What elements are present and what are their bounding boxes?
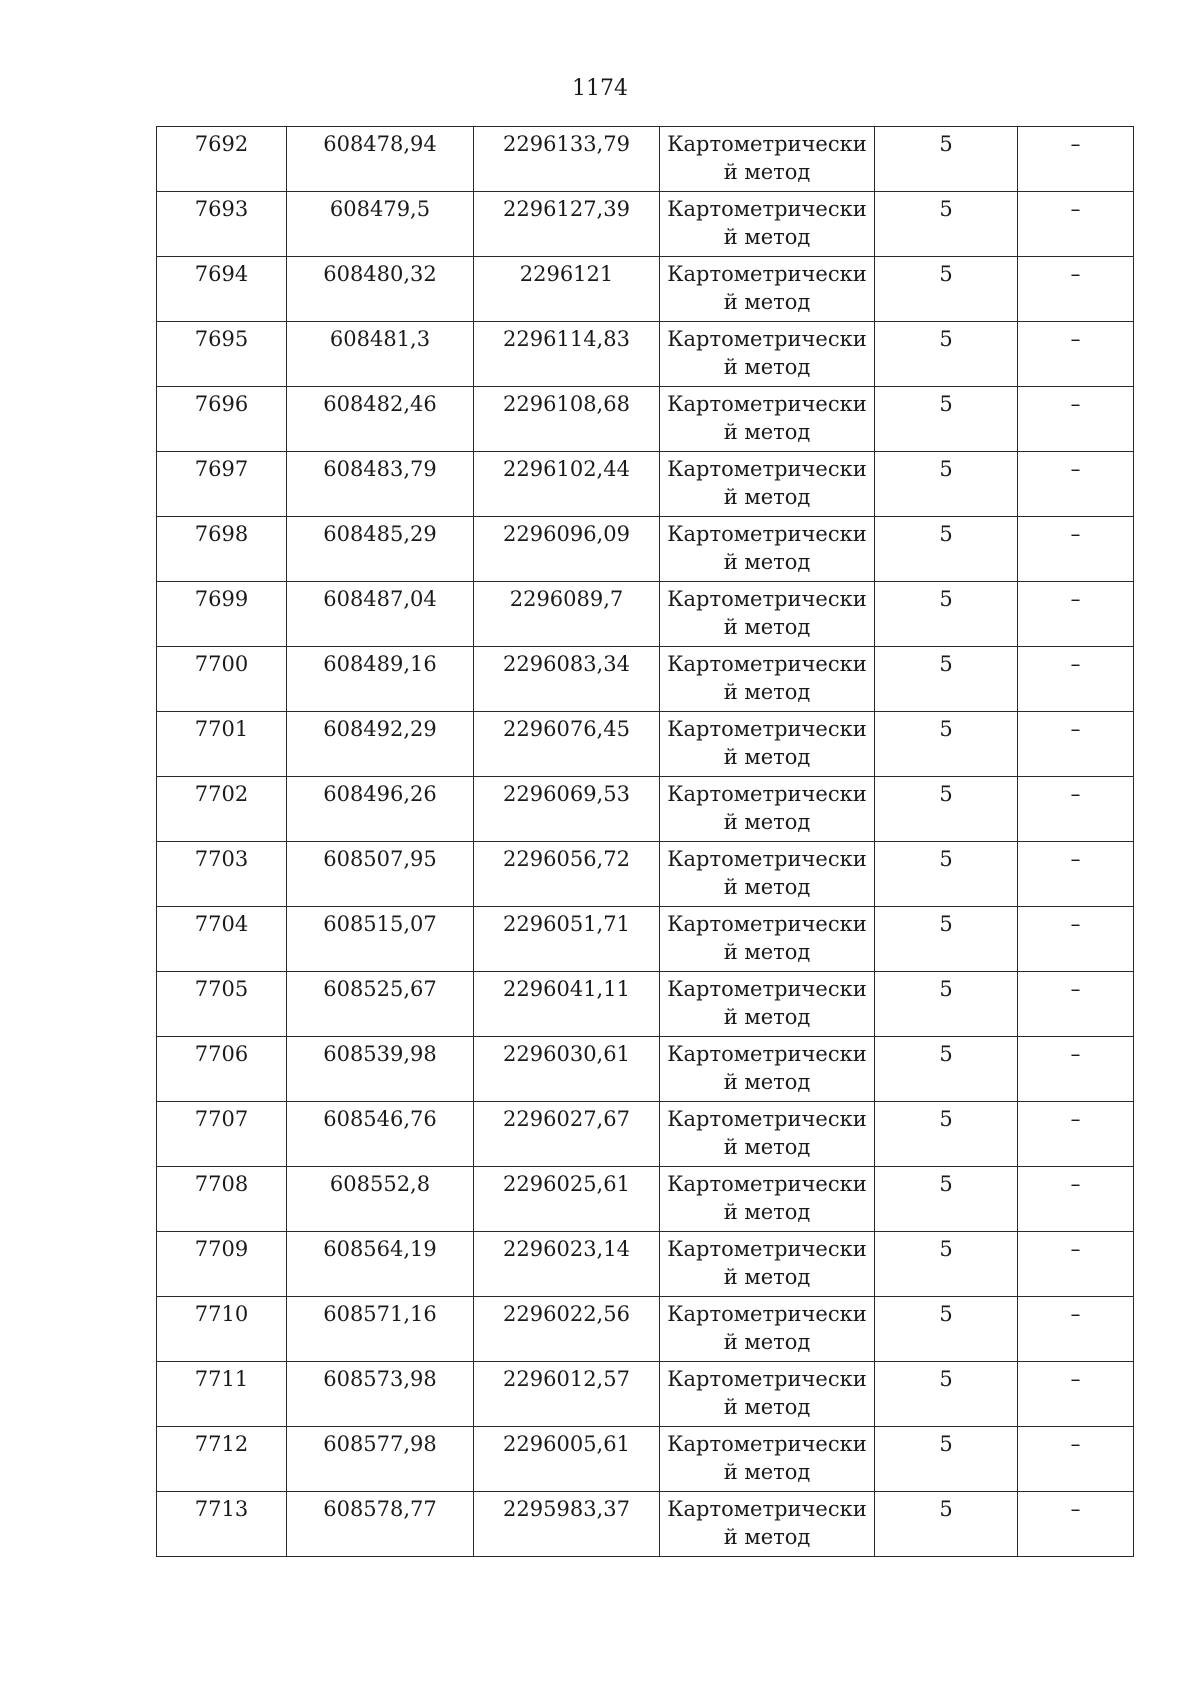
point-number-cell: 7703 [157, 842, 287, 907]
table-row [157, 1167, 1134, 1232]
table-row [157, 1427, 1134, 1492]
accuracy-cell: 5 [875, 127, 1018, 192]
x-coordinate-cell: 608571,16 [287, 1297, 474, 1362]
point-number-cell: 7708 [157, 1167, 287, 1232]
y-coordinate-cell: 2296041,11 [474, 972, 660, 1037]
note-cell: – [1018, 647, 1134, 712]
point-number-cell: 7698 [157, 517, 287, 582]
x-coordinate-cell: 608489,16 [287, 647, 474, 712]
accuracy-cell: 5 [875, 257, 1018, 322]
y-coordinate-cell: 2296076,45 [474, 712, 660, 777]
method-cell: Картометрически й метод [660, 972, 875, 1037]
y-coordinate-cell: 2296089,7 [474, 582, 660, 647]
point-number-cell: 7707 [157, 1102, 287, 1167]
y-coordinate-cell: 2296127,39 [474, 192, 660, 257]
method-cell: Картометрически й метод [660, 517, 875, 582]
x-coordinate-cell: 608496,26 [287, 777, 474, 842]
method-cell: Картометрически й метод [660, 647, 875, 712]
method-cell: Картометрически й метод [660, 712, 875, 777]
x-coordinate-cell: 608480,32 [287, 257, 474, 322]
y-coordinate-cell: 2296096,09 [474, 517, 660, 582]
point-number-cell: 7692 [157, 127, 287, 192]
y-coordinate-cell: 2296012,57 [474, 1362, 660, 1427]
coordinates-table [156, 126, 1134, 1557]
method-cell: Картометрически й метод [660, 127, 875, 192]
table-row [157, 1362, 1134, 1427]
table-row [157, 1232, 1134, 1297]
y-coordinate-cell: 2296030,61 [474, 1037, 660, 1102]
note-cell: – [1018, 257, 1134, 322]
table-row [157, 517, 1134, 582]
accuracy-cell: 5 [875, 1167, 1018, 1232]
x-coordinate-cell: 608525,67 [287, 972, 474, 1037]
x-coordinate-cell: 608577,98 [287, 1427, 474, 1492]
note-cell: – [1018, 712, 1134, 777]
y-coordinate-cell: 2296114,83 [474, 322, 660, 387]
y-coordinate-cell: 2296133,79 [474, 127, 660, 192]
x-coordinate-cell: 608564,19 [287, 1232, 474, 1297]
note-cell: – [1018, 387, 1134, 452]
table-row [157, 387, 1134, 452]
method-cell: Картометрически й метод [660, 1297, 875, 1362]
accuracy-cell: 5 [875, 1492, 1018, 1557]
note-cell: – [1018, 907, 1134, 972]
table-row [157, 452, 1134, 517]
table-row [157, 192, 1134, 257]
table-row [157, 1102, 1134, 1167]
method-cell: Картометрически й метод [660, 192, 875, 257]
point-number-cell: 7706 [157, 1037, 287, 1102]
y-coordinate-cell: 2296108,68 [474, 387, 660, 452]
accuracy-cell: 5 [875, 647, 1018, 712]
x-coordinate-cell: 608478,94 [287, 127, 474, 192]
point-number-cell: 7694 [157, 257, 287, 322]
y-coordinate-cell: 2296102,44 [474, 452, 660, 517]
table-row [157, 127, 1134, 192]
y-coordinate-cell: 2296121 [474, 257, 660, 322]
x-coordinate-cell: 608483,79 [287, 452, 474, 517]
point-number-cell: 7702 [157, 777, 287, 842]
table-row [157, 322, 1134, 387]
note-cell: – [1018, 322, 1134, 387]
accuracy-cell: 5 [875, 452, 1018, 517]
x-coordinate-cell: 608539,98 [287, 1037, 474, 1102]
note-cell: – [1018, 972, 1134, 1037]
note-cell: – [1018, 127, 1134, 192]
x-coordinate-cell: 608485,29 [287, 517, 474, 582]
method-cell: Картометрически й метод [660, 582, 875, 647]
point-number-cell: 7704 [157, 907, 287, 972]
accuracy-cell: 5 [875, 907, 1018, 972]
method-cell: Картометрически й метод [660, 1427, 875, 1492]
accuracy-cell: 5 [875, 1102, 1018, 1167]
y-coordinate-cell: 2296083,34 [474, 647, 660, 712]
note-cell: – [1018, 1492, 1134, 1557]
x-coordinate-cell: 608573,98 [287, 1362, 474, 1427]
y-coordinate-cell: 2296056,72 [474, 842, 660, 907]
accuracy-cell: 5 [875, 1427, 1018, 1492]
accuracy-cell: 5 [875, 322, 1018, 387]
x-coordinate-cell: 608578,77 [287, 1492, 474, 1557]
method-cell: Картометрически й метод [660, 842, 875, 907]
point-number-cell: 7709 [157, 1232, 287, 1297]
x-coordinate-cell: 608487,04 [287, 582, 474, 647]
note-cell: – [1018, 1167, 1134, 1232]
note-cell: – [1018, 1427, 1134, 1492]
accuracy-cell: 5 [875, 1232, 1018, 1297]
table-row [157, 647, 1134, 712]
y-coordinate-cell: 2296051,71 [474, 907, 660, 972]
accuracy-cell: 5 [875, 1362, 1018, 1427]
note-cell: – [1018, 517, 1134, 582]
table-row [157, 842, 1134, 907]
table-row [157, 712, 1134, 777]
y-coordinate-cell: 2296027,67 [474, 1102, 660, 1167]
note-cell: – [1018, 582, 1134, 647]
x-coordinate-cell: 608552,8 [287, 1167, 474, 1232]
table-row [157, 1037, 1134, 1102]
method-cell: Картометрически й метод [660, 322, 875, 387]
y-coordinate-cell: 2296005,61 [474, 1427, 660, 1492]
method-cell: Картометрически й метод [660, 1362, 875, 1427]
y-coordinate-cell: 2296023,14 [474, 1232, 660, 1297]
accuracy-cell: 5 [875, 777, 1018, 842]
table-row [157, 257, 1134, 322]
method-cell: Картометрически й метод [660, 452, 875, 517]
method-cell: Картометрически й метод [660, 387, 875, 452]
y-coordinate-cell: 2296025,61 [474, 1167, 660, 1232]
accuracy-cell: 5 [875, 517, 1018, 582]
table-body [157, 127, 1134, 1557]
note-cell: – [1018, 192, 1134, 257]
note-cell: – [1018, 1362, 1134, 1427]
note-cell: – [1018, 1297, 1134, 1362]
note-cell: – [1018, 777, 1134, 842]
point-number-cell: 7711 [157, 1362, 287, 1427]
method-cell: Картометрически й метод [660, 257, 875, 322]
x-coordinate-cell: 608546,76 [287, 1102, 474, 1167]
x-coordinate-cell: 608515,07 [287, 907, 474, 972]
x-coordinate-cell: 608482,46 [287, 387, 474, 452]
method-cell: Картометрически й метод [660, 777, 875, 842]
point-number-cell: 7695 [157, 322, 287, 387]
x-coordinate-cell: 608507,95 [287, 842, 474, 907]
point-number-cell: 7705 [157, 972, 287, 1037]
point-number-cell: 7700 [157, 647, 287, 712]
point-number-cell: 7712 [157, 1427, 287, 1492]
method-cell: Картометрически й метод [660, 1492, 875, 1557]
page-number: 1174 [572, 76, 628, 101]
y-coordinate-cell: 2295983,37 [474, 1492, 660, 1557]
accuracy-cell: 5 [875, 192, 1018, 257]
table-row [157, 972, 1134, 1037]
accuracy-cell: 5 [875, 972, 1018, 1037]
table-row [157, 1492, 1134, 1557]
point-number-cell: 7710 [157, 1297, 287, 1362]
accuracy-cell: 5 [875, 712, 1018, 777]
accuracy-cell: 5 [875, 387, 1018, 452]
table-row [157, 1297, 1134, 1362]
note-cell: – [1018, 1102, 1134, 1167]
point-number-cell: 7699 [157, 582, 287, 647]
point-number-cell: 7693 [157, 192, 287, 257]
point-number-cell: 7697 [157, 452, 287, 517]
method-cell: Картометрически й метод [660, 1167, 875, 1232]
point-number-cell: 7701 [157, 712, 287, 777]
note-cell: – [1018, 842, 1134, 907]
method-cell: Картометрически й метод [660, 1102, 875, 1167]
y-coordinate-cell: 2296069,53 [474, 777, 660, 842]
point-number-cell: 7696 [157, 387, 287, 452]
x-coordinate-cell: 608479,5 [287, 192, 474, 257]
method-cell: Картометрически й метод [660, 1232, 875, 1297]
method-cell: Картометрически й метод [660, 907, 875, 972]
x-coordinate-cell: 608481,3 [287, 322, 474, 387]
accuracy-cell: 5 [875, 842, 1018, 907]
accuracy-cell: 5 [875, 582, 1018, 647]
table-row [157, 907, 1134, 972]
table-row [157, 582, 1134, 647]
y-coordinate-cell: 2296022,56 [474, 1297, 660, 1362]
accuracy-cell: 5 [875, 1297, 1018, 1362]
note-cell: – [1018, 1037, 1134, 1102]
accuracy-cell: 5 [875, 1037, 1018, 1102]
table-row [157, 777, 1134, 842]
note-cell: – [1018, 1232, 1134, 1297]
note-cell: – [1018, 452, 1134, 517]
x-coordinate-cell: 608492,29 [287, 712, 474, 777]
point-number-cell: 7713 [157, 1492, 287, 1557]
method-cell: Картометрически й метод [660, 1037, 875, 1102]
